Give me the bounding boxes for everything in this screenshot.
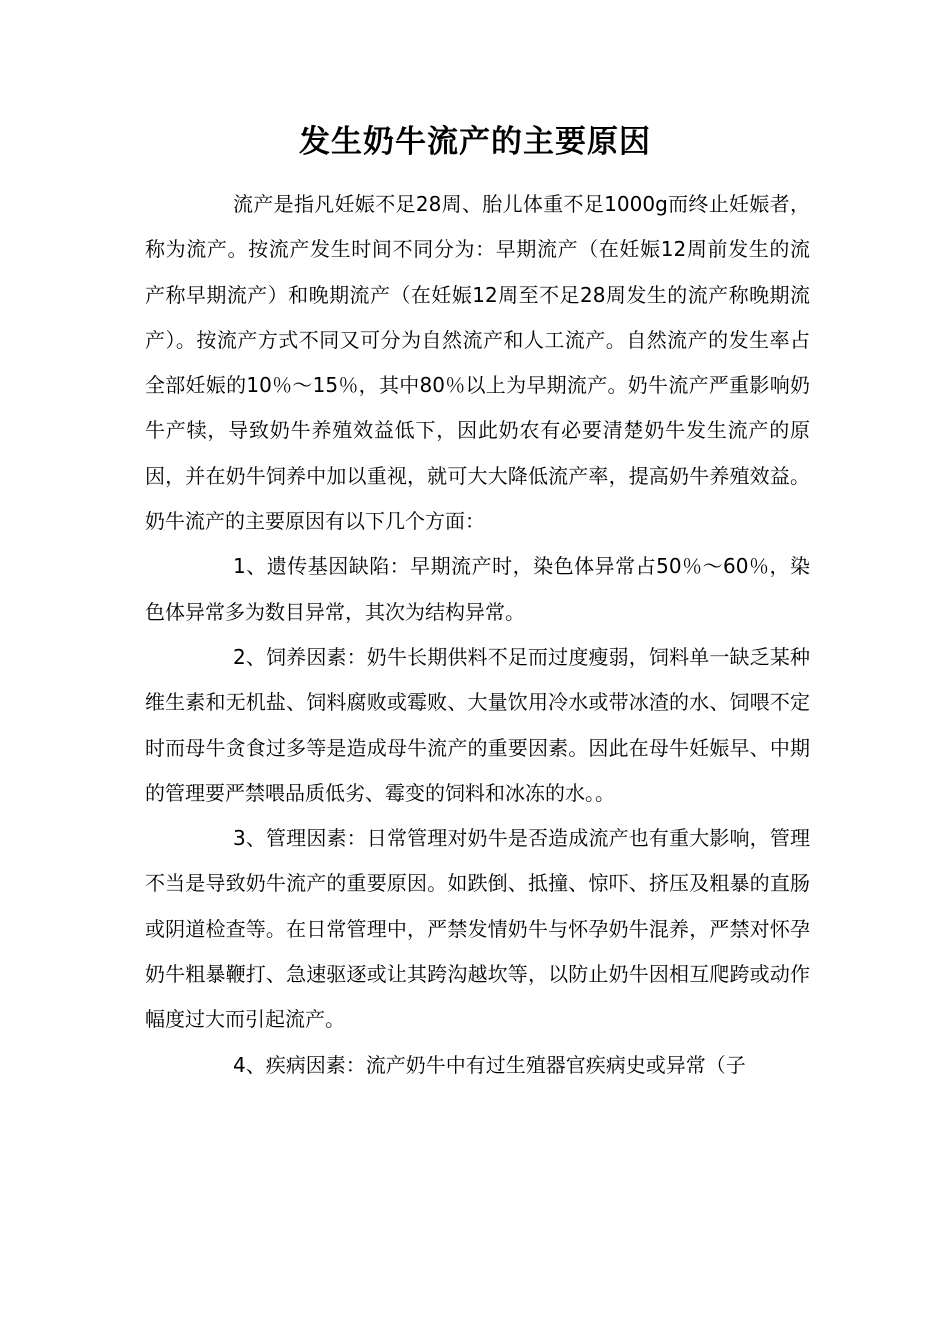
paragraph-disease-factor: 4、疾病因素：流产奶牛中有过生殖器官疾病史或异常（子 [233, 1052, 746, 1077]
document-body [145, 182, 810, 1088]
paragraph-management-factor: 3、管理因素：日常管理对奶牛是否造成流产也有重大影响，管理不当是导致奶牛流产的重要原因。如跌倒、抵撞、惊吓、挤压及粗暴的直肠或阴道检查等。在日常管理中，严禁发情奶牛与怀孕奶牛混养，严禁对怀孕奶牛粗暴鞭打、急速驱逐或让其跨沟越坎等，以防止奶牛因相互爬跨或动作幅度过大而引起流产。 [145, 826, 810, 1032]
paragraph-genetic-factor: 1、遗传基因缺陷：早期流产时，染色体异常占50％～60％，染色体异常多为数目异常，其次为结构异常。 [145, 554, 810, 624]
paragraph-feeding-factor: 2、饲养因素：奶牛长期供料不足而过度瘦弱，饲料单一缺乏某种维生素和无机盐、饲料腐败或霉败、大量饮用冷水或带冰渣的水、饲喂不定时而母牛贪食过多等是造成母牛流产的重要因素。因此在母牛妊娠早、中期的管理要严禁喂品质低劣、霉变的饲料和冰冻的水。。 [145, 644, 810, 805]
paragraph-intro: 流产是指凡妊娠不足28周、胎儿体重不足1000g而终止妊娠者，称为流产。按流产发生时间不同分为：早期流产（在妊娠12周前发生的流产称早期流产）和晚期流产（在妊娠12周至不足28周发生的流产称晚期流产）。按流产方式不同又可分为自然流产和人工流产。自然流产的发生率占全部妊娠的10％～15％，其中80％以上为早期流产。奶牛流产严重影响奶牛产犊，导致奶牛养殖效益低下，因此奶农有必要清楚奶牛发生流产的原因，并在奶牛饲养中加以重视，就可大大降低流产率，提高奶牛养殖效益。奶牛流产的主要原因有以下几个方面： [145, 192, 810, 534]
document-title: 发生奶牛流产的主要原因 [299, 124, 651, 160]
